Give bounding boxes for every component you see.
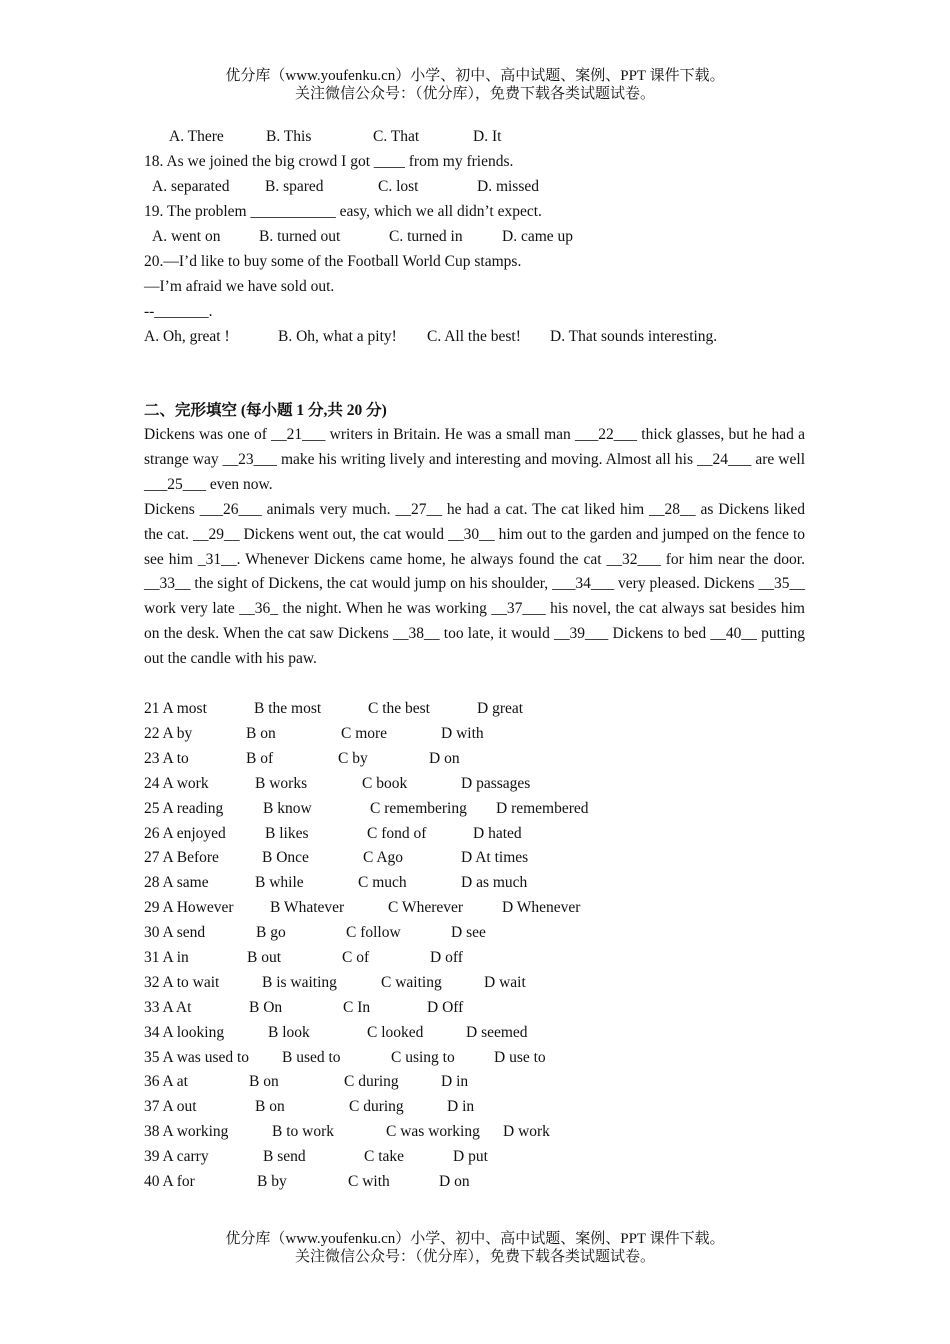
cloze-option-d: D hated	[473, 824, 522, 842]
cloze-option-c: C more	[341, 724, 388, 742]
cloze-option-c: C with	[348, 1172, 390, 1190]
q19-option-d: D. came up	[502, 228, 574, 245]
cloze-option-d: D At times	[461, 849, 529, 867]
page-header	[0, 67, 950, 103]
cloze-option-c: C In	[343, 998, 371, 1016]
cloze-option-d: D great	[477, 700, 524, 718]
cloze-question-row	[144, 971, 805, 996]
cloze-option-b: B likes	[265, 824, 309, 842]
cloze-question-row	[144, 822, 805, 847]
q17-option-b: B. This	[266, 128, 312, 145]
cloze-option-a: 22 A by	[144, 724, 193, 742]
cloze-option-a: 36 A at	[144, 1073, 188, 1091]
q19-option-b: B. turned out	[259, 228, 341, 245]
cloze-option-a: 38 A working	[144, 1123, 229, 1141]
cloze-option-b: B out	[247, 948, 282, 966]
cloze-option-d: D in	[447, 1098, 475, 1116]
q18-option-d: D. missed	[477, 178, 539, 195]
cloze-option-a: 39 A carry	[144, 1148, 209, 1166]
cloze-option-a: 28 A same	[144, 874, 209, 892]
cloze-question-row	[144, 896, 805, 921]
q20-option-d: D. That sounds interesting.	[550, 328, 718, 345]
cloze-option-b: B On	[249, 998, 283, 1016]
cloze-question-row	[144, 1120, 805, 1145]
cloze-option-d: D Off	[427, 998, 464, 1016]
cloze-option-b: B of	[246, 749, 274, 767]
cloze-option-c: C was working	[386, 1123, 480, 1141]
cloze-question-row	[144, 1021, 805, 1046]
passage-paragraph-1: Dickens was one of __21___ writers in Britain. He was a small man ___22___ thick glasses, but he had a strange way __23___ make his writing lively and interesting and moving. Almost all his __24___ are well ___25___ even now.	[144, 426, 805, 493]
cloze-option-b: B used to	[282, 1048, 341, 1066]
passage-paragraph-2: Dickens ___26___ animals very much. __27__ he had a cat. The cat liked him __28__ as Dickens liked the cat. __29__ Dickens went out, the cat would __30__ him out to the garden and jumped on the fence to see him _31__. Whenever Dickens came home, he always found the cat __32___ for him near the door. __33__ the sight of Dickens, the cat would jump on his shoulder, ___34___ very pleased. Dickens __35__ work very late __36_ the night. When he was working __37___ his novel, the cat always sat besides him on the desk. When the cat saw Dickens __38__ too late, it would __39___ Dickens to bed __40__ putting out the candle with his paw.	[144, 500, 805, 668]
cloze-option-a: 21 A most	[144, 700, 207, 718]
cloze-option-b: B by	[257, 1172, 287, 1190]
cloze-option-c: C looked	[367, 1023, 424, 1041]
q18-option-a: A. separated	[152, 178, 230, 195]
cloze-option-a: 40 A for	[144, 1172, 195, 1190]
cloze-option-a: 32 A to wait	[144, 973, 220, 991]
cloze-option-c: C take	[364, 1148, 405, 1166]
cloze-option-b: B on	[249, 1073, 279, 1091]
cloze-option-d: D on	[439, 1172, 470, 1190]
cloze-question-list	[144, 697, 805, 1195]
q17-option-d: D. It	[473, 128, 502, 145]
q20-line-2: —I’m afraid we have sold out.	[144, 278, 335, 295]
cloze-question-row	[144, 1170, 805, 1195]
cloze-option-c: C of	[342, 948, 370, 966]
cloze-option-c: C much	[358, 874, 407, 892]
q19-options	[144, 224, 805, 249]
q18-stem: 18. As we joined the big crowd I got ____ from my friends.	[144, 153, 514, 170]
cloze-option-d: D seemed	[466, 1023, 528, 1041]
q18-options	[144, 174, 805, 199]
cloze-option-c: C by	[338, 749, 368, 767]
cloze-question-row	[144, 996, 805, 1021]
cloze-option-a: 33 A At	[144, 998, 192, 1016]
q17-option-c: C. That	[373, 128, 420, 145]
cloze-option-b: B the most	[254, 700, 322, 718]
cloze-option-d: D remembered	[496, 799, 589, 817]
cloze-option-c: C during	[344, 1073, 399, 1091]
cloze-option-a: 31 A in	[144, 948, 189, 966]
cloze-option-d: D use to	[494, 1048, 546, 1066]
cloze-option-c: C the best	[368, 700, 430, 718]
q20-line-3: --_______.	[144, 303, 213, 320]
cloze-option-c: C fond of	[367, 824, 427, 842]
cloze-option-d: D as much	[461, 874, 528, 892]
cloze-option-a: 25 A reading	[144, 799, 224, 817]
q20-stem: 20.—I’d like to buy some of the Football World Cup stamps.	[144, 253, 522, 270]
cloze-option-b: B Whatever	[270, 899, 345, 917]
cloze-option-d: D put	[453, 1148, 488, 1166]
q18-option-b: B. spared	[265, 178, 324, 195]
header-line-2: 关注微信公众号：（优分库），免费下载各类试题试卷。	[294, 86, 655, 102]
cloze-question-row	[144, 697, 805, 722]
cloze-option-d: D in	[441, 1073, 469, 1091]
cloze-question-row	[144, 722, 805, 747]
q20-option-a: A. Oh, great !	[144, 328, 230, 345]
cloze-option-b: B send	[263, 1148, 306, 1166]
cloze-question-row	[144, 1070, 805, 1095]
footer-line-1: 优分库（www.youfenku.cn）小学、初中、高中试题、案例、PPT 课件下载。	[225, 1231, 725, 1247]
q19-option-a: A. went on	[152, 228, 221, 245]
cloze-option-b: B know	[263, 799, 312, 817]
cloze-option-b: B Once	[262, 849, 309, 867]
cloze-question-row	[144, 1046, 805, 1071]
page-footer	[0, 1230, 950, 1266]
cloze-option-c: C Ago	[363, 849, 404, 867]
cloze-option-d: D with	[441, 724, 484, 742]
q19-option-c: C. turned in	[389, 228, 463, 245]
cloze-option-b: B on	[255, 1098, 285, 1116]
q20-option-b: B. Oh, what a pity!	[278, 328, 397, 345]
cloze-option-b: B look	[268, 1023, 310, 1041]
cloze-option-d: D off	[430, 948, 463, 966]
cloze-option-b: B go	[256, 924, 286, 942]
cloze-option-c: C follow	[346, 924, 401, 942]
cloze-option-c: C Wherever	[388, 899, 464, 917]
cloze-question-row	[144, 772, 805, 797]
section-title: 二、完形填空 (每小题 1 分,共 20 分)	[144, 402, 387, 419]
cloze-question-row	[144, 921, 805, 946]
cloze-option-d: D work	[503, 1123, 550, 1141]
cloze-option-d: D see	[451, 924, 486, 942]
q18-option-c: C. lost	[378, 178, 419, 195]
cloze-option-d: D Whenever	[502, 899, 581, 917]
cloze-question-row	[144, 797, 805, 822]
cloze-option-a: 30 A send	[144, 924, 206, 942]
cloze-option-b: B works	[255, 774, 308, 792]
q19-stem: 19. The problem ___________ easy, which we all didn’t expect.	[144, 203, 542, 220]
cloze-option-c: C using to	[391, 1048, 455, 1066]
q17-option-a: A. There	[169, 128, 224, 145]
cloze-option-c: C remembering	[370, 799, 467, 817]
cloze-option-b: B on	[246, 724, 276, 742]
cloze-option-a: 26 A enjoyed	[144, 824, 226, 842]
cloze-question-row	[144, 1095, 805, 1120]
q20-options	[144, 324, 805, 349]
cloze-option-a: 37 A out	[144, 1098, 197, 1116]
cloze-option-a: 35 A was used to	[144, 1048, 250, 1066]
cloze-option-b: B is waiting	[262, 973, 337, 991]
cloze-option-c: C during	[349, 1098, 404, 1116]
cloze-option-a: 34 A looking	[144, 1023, 225, 1041]
cloze-option-b: B to work	[272, 1123, 334, 1141]
q20-option-c: C. All the best!	[427, 328, 521, 345]
cloze-question-row	[144, 871, 805, 896]
cloze-option-a: 23 A to	[144, 749, 189, 767]
footer-line-2: 关注微信公众号：（优分库），免费下载各类试题试卷。	[294, 1249, 655, 1265]
cloze-question-row	[144, 846, 805, 871]
cloze-option-c: C waiting	[381, 973, 442, 991]
q17-options	[144, 124, 805, 149]
cloze-question-row	[144, 747, 805, 772]
cloze-option-d: D passages	[461, 774, 531, 792]
cloze-option-a: 27 A Before	[144, 849, 219, 867]
cloze-option-d: D wait	[484, 973, 526, 991]
exam-content	[144, 124, 805, 1195]
header-line-1: 优分库（www.youfenku.cn）小学、初中、高中试题、案例、PPT 课件下载。	[225, 68, 725, 84]
cloze-option-b: B while	[255, 874, 304, 892]
cloze-option-a: 29 A However	[144, 899, 234, 917]
cloze-option-a: 24 A work	[144, 774, 209, 792]
cloze-option-c: C book	[362, 774, 408, 792]
cloze-question-row	[144, 946, 805, 971]
cloze-question-row	[144, 1145, 805, 1170]
cloze-option-d: D on	[429, 749, 460, 767]
